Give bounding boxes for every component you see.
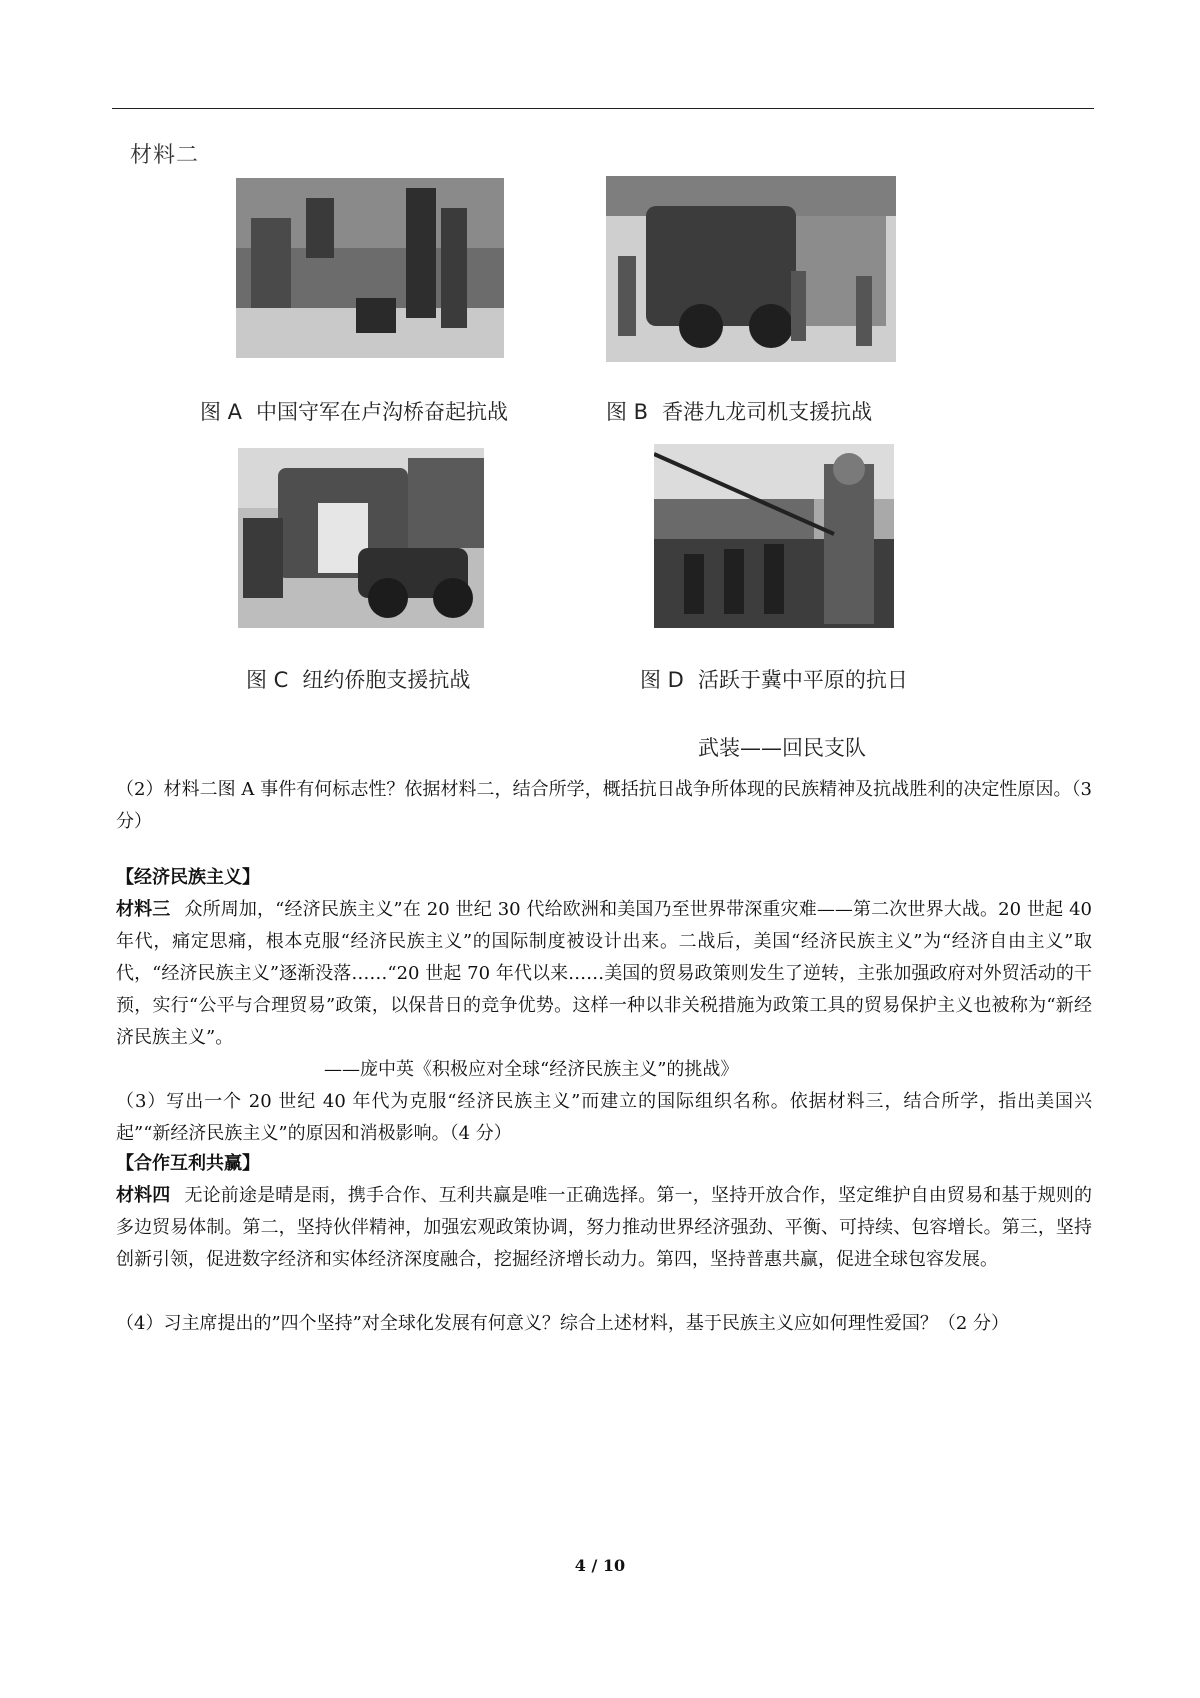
figure-c-caption: 纽约侨胞支援抗战: [302, 668, 471, 692]
material-3-paragraph: [116, 894, 1092, 1054]
material-4-text: 无论前途是晴是雨，携手合作、互利共赢是唯一正确选择。第一，坚持开放合作，坚定维护自由贸易和基于规则的多边贸易体制。第二，坚持伙伴精神，加强宏观政策协调，努力推动世界经济强劲、平衡、可持续、包容增长。第三，坚持创新引领，促进数字经济和实体经济深度融合，挖掘经济增长动力。第四，坚持普惠共赢，促进全球包容发展。: [116, 1185, 1093, 1270]
material-3-text: 众所周加，“经济民族主义”在 20 世纪 30 代给欧洲和美国乃至世界带深重灾难——第二次世界大战。20 世起 40 年代，痛定思痛，根本克服“经济民族主义”的国际制度被设计出来。二战后，美国“经济民族主义”为“经济自由主义”取代，“经济民族主义”逐渐没落……“20 世起 70 年代以来……美国的贸易政策则发生了逆转，主张加强政府对外贸活动的干预，实行“公平与合理贸易”政策，以保昔日的竞争优势。这样一种以非关税措施为政策工具的贸易保护主义也被称为“新经济民族主义”。: [116, 899, 1093, 1048]
photo-b-hongkong-drivers: [606, 176, 896, 362]
section-heading-economic-nationalism: 【经济民族主义】: [116, 867, 260, 888]
material-4-label: 材料四: [116, 1185, 171, 1206]
figure-b-caption: 香港九龙司机支援抗战: [662, 400, 873, 424]
section-heading-cooperation: 【合作互利共赢】: [116, 1153, 260, 1174]
question-4: （4）习主席提出的”四个坚持”对全球化发展有何意义？综合上述材料，基于民族主义应如何理性爱国？（2 分）: [116, 1313, 1010, 1334]
photo-c-newyork-overseas-chinese: [238, 448, 484, 628]
caption-b: [606, 396, 872, 426]
figure-c-id: 图 C: [246, 668, 289, 692]
caption-a: [200, 396, 508, 426]
page-number: 4 / 10: [574, 1556, 626, 1575]
figure-d-caption: 活跃于冀中平原的抗日: [697, 668, 908, 692]
material-2-label: 材料二: [130, 143, 200, 168]
figure-b-id: 图 B: [606, 400, 649, 424]
caption-d-line2: 武装——回民支队: [698, 736, 866, 760]
photo-a-lugou-bridge: [236, 178, 504, 358]
material-3-source: ——庞中英《积极应对全球“经济民族主义”的挑战》: [324, 1059, 739, 1080]
material-3-label: 材料三: [116, 899, 171, 920]
caption-c: [246, 664, 470, 694]
caption-d: [640, 664, 908, 694]
figure-a-caption: 中国守军在卢沟桥奋起抗战: [256, 400, 509, 424]
figure-a-id: 图 A: [200, 400, 243, 424]
question-2: （2）材料二图 A 事件有何标志性？依据材料二，结合所学，概括抗日战争所体现的民族精神及抗战胜利的决定性原因。（3 分）: [116, 779, 1092, 832]
header-rule: [112, 108, 1094, 109]
material-4-paragraph: [116, 1180, 1092, 1276]
question-3: （3）写出一个 20 世纪 40 年代为克服“经济民族主义”而建立的国际组织名称。依据材料三，结合所学，指出美国兴起”“新经济民族主义”的原因和消极影响。（4 分）: [116, 1091, 1092, 1144]
photo-d-hui-detachment: [654, 444, 894, 628]
figure-d-id: 图 D: [640, 668, 684, 692]
